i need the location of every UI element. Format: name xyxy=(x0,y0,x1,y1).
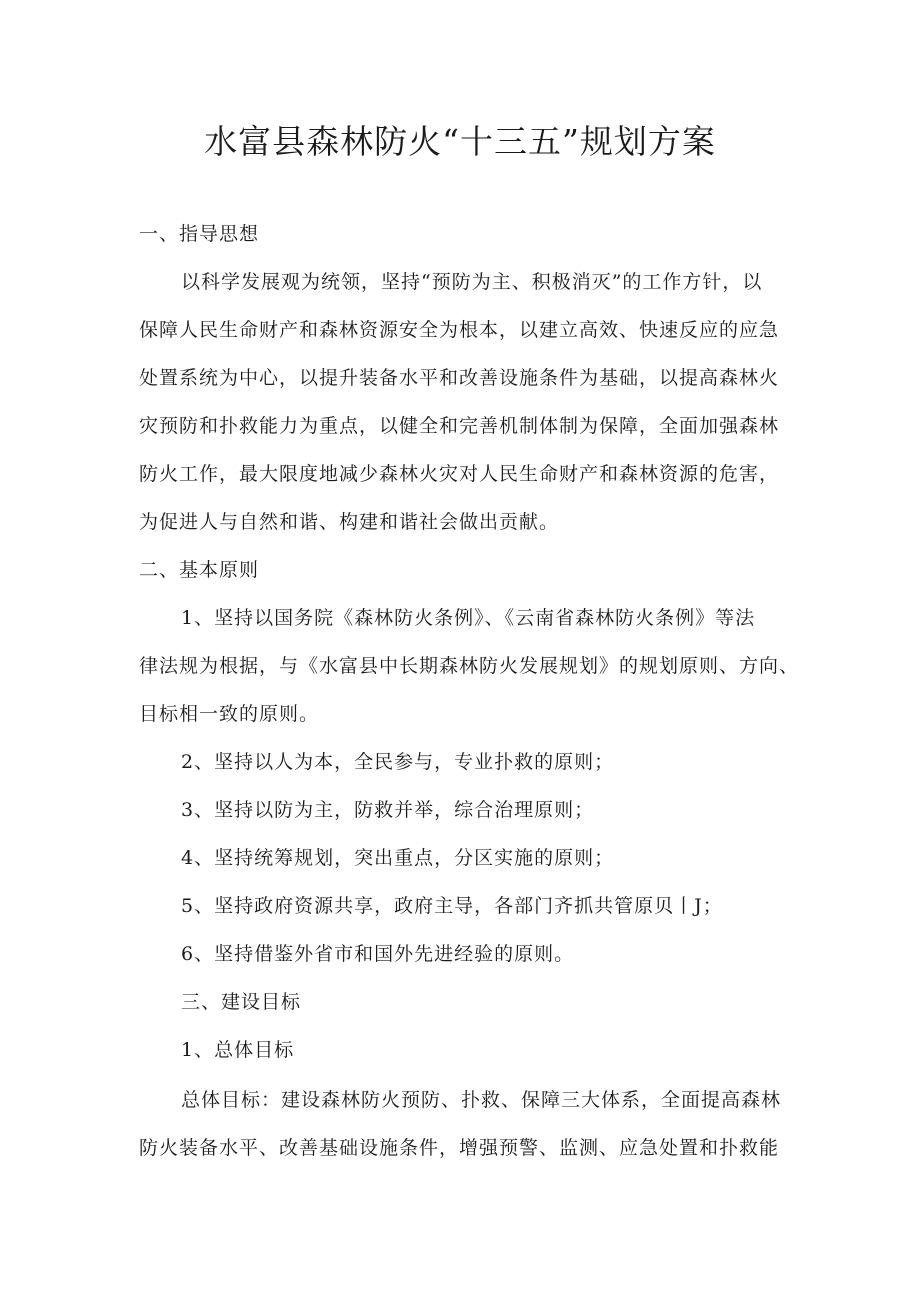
paragraph-line: 防火工作，最大限度地减少森林火灾对人民生命财产和森林资源的危害， xyxy=(139,463,780,485)
paragraph-line: 保障人民生命财产和森林资源安全为根本，以建立高效、快速反应的应急 xyxy=(139,319,780,341)
principle-item: 2、坚持以人为本，全民参与，专业扑救的原则； xyxy=(181,751,615,773)
document-title: 水富县森林防火“十三五”规划方案 xyxy=(204,122,716,161)
paragraph-line: 以科学发展观为统领，坚持“预防为主、积极消灭”的工作方针，以 xyxy=(181,271,763,293)
section-heading-guiding-ideology: 一、指导思想 xyxy=(139,223,260,245)
section-heading-basic-principles: 二、基本原则 xyxy=(139,559,260,581)
paragraph-line: 总体目标：建设森林防火预防、扑救、保障三大体系，全面提高森林 xyxy=(181,1089,782,1111)
principle-item: 4、坚持统筹规划，突出重点，分区实施的原则； xyxy=(181,847,615,869)
paragraph-line: 为促进人与自然和谐、构建和谐社会做出贡献。 xyxy=(139,511,560,533)
paragraph-line: 防火装备水平、改善基础设施条件，增强预警、监测、应急处置和扑救能 xyxy=(139,1137,780,1159)
principle-item: 6、坚持借鉴外省市和国外先进经验的原则。 xyxy=(181,943,575,965)
paragraph-line: 1、坚持以国务院《森林防火条例》、《云南省森林防火条例》等法 xyxy=(181,607,756,629)
paragraph-line: 律法规为根据，与《水富县中长期森林防火发展规划》的规划原则、方向、 xyxy=(139,655,800,677)
subsection-heading-overall-goal: 1、总体目标 xyxy=(181,1039,295,1061)
paragraph-line: 目标相一致的原则。 xyxy=(139,703,320,725)
paragraph-line: 灾预防和扑救能力为重点，以健全和完善机制体制为保障，全面加强森林 xyxy=(139,415,780,437)
principle-item: 5、坚持政府资源共享，政府主导，各部门齐抓共管原贝丨J； xyxy=(181,895,723,917)
section-heading-construction-goals: 三、建设目标 xyxy=(181,991,302,1013)
principle-item: 3、坚持以防为主，防救并举，综合治理原则； xyxy=(181,799,595,821)
paragraph-line: 处置系统为中心，以提升装备水平和改善设施条件为基础，以提高森林火 xyxy=(139,367,780,389)
